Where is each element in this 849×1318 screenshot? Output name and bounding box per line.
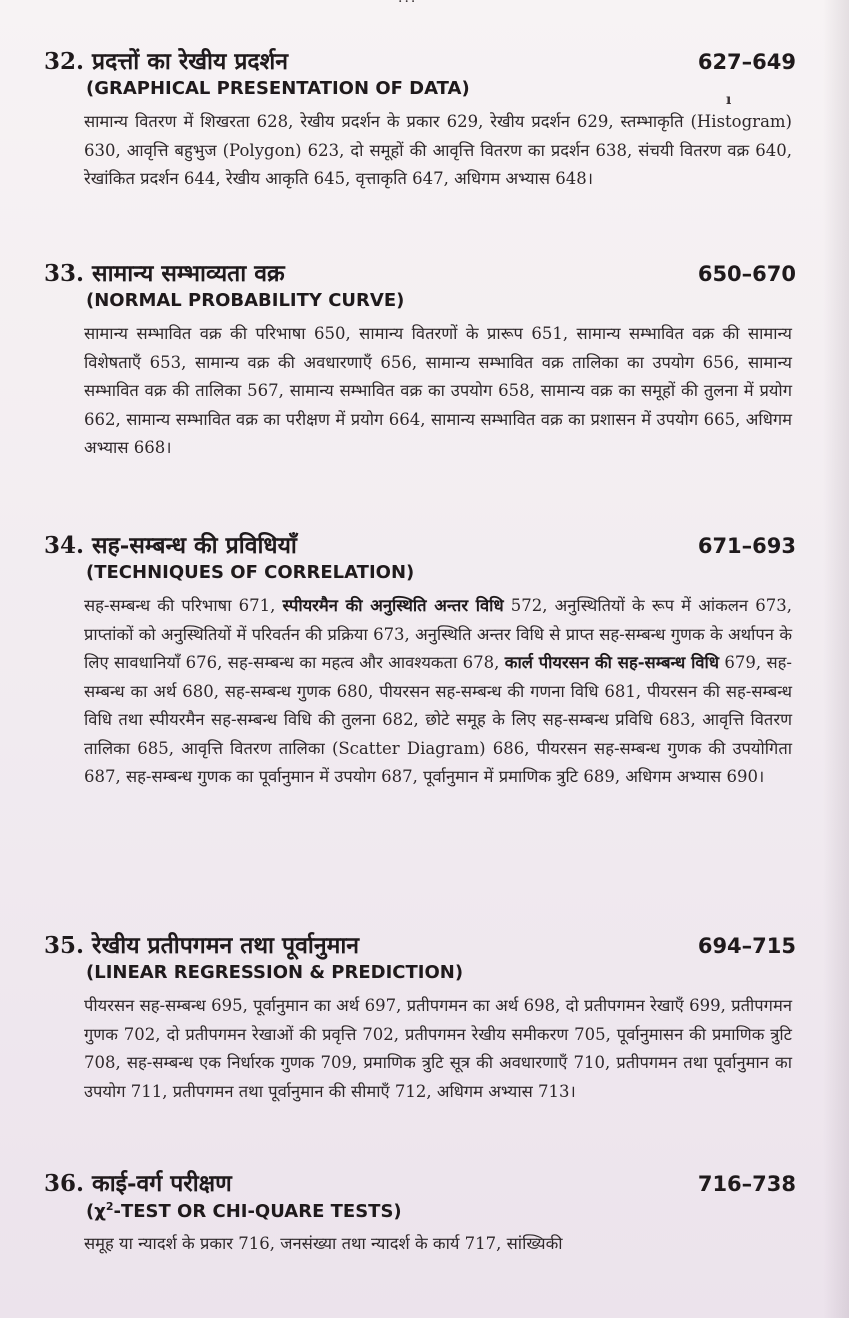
- section-heading: [44, 928, 359, 960]
- section-body: समूह या न्यादर्श के प्रकार 716, जनसंख्या तथा न्यादर्श के कार्य 717, सांख्यिकी: [84, 1234, 563, 1253]
- page-range: 716–738: [697, 1172, 796, 1196]
- page-range: 627–649: [697, 50, 796, 74]
- body-text: 572, अनुस्थितियों के रूप में आंकलन 673, प्राप्तांकों को अनुस्थितियों में परिवर्तन की प्रक्रिया 673, अनुस्थिति अन्तर विधि से प्राप्त सह-सम्बन्ध गुणक के अर्थापन के लिए सावधानियाँ 676, सह-सम्बन्ध का महत्व और आवश्यकता 678,: [84, 596, 792, 672]
- section-number: 34.: [44, 532, 85, 559]
- body-text: 679, सह-सम्बन्ध का अर्थ 680, सह-सम्बन्ध गुणक 680, पीयरसन सह-सम्बन्ध की गणना विधि 681, पीयरसन की सह-सम्बन्ध विधि तथा स्पीयरमैन सह-सम्बन्ध विधि की तुलना 682, छोटे समूह के लिए सह-सम्बन्ध प्रविधि 683, आवृत्ति वितरण तालिका 685, आवृत्ति वितरण तालिका (Scatter Diagram) 686, पीयरसन सह-सम्बन्ध गुणक की उपयोगिता 687, सह-सम्बन्ध गुणक का पूर्वानुमान में उपयोग 687, पूर्वानुमान में प्रमाणिक त्रुटि 689, अधिगम अभ्यास 690।: [84, 653, 792, 786]
- section-heading: [44, 44, 288, 76]
- page-range: 694–715: [697, 934, 796, 958]
- section-subtitle: (TECHNIQUES OF CORRELATION): [86, 562, 415, 583]
- toc-section-34: [44, 528, 796, 792]
- section-title: सामान्य सम्भाव्यता वक्र: [92, 260, 285, 287]
- section-number: 35.: [44, 932, 85, 959]
- section-heading: [44, 528, 297, 560]
- toc-section-36: [44, 1166, 796, 1259]
- section-title: सह-सम्बन्ध की प्रविधियाँ: [92, 532, 297, 559]
- toc-section-32: [44, 44, 796, 194]
- section-body: पीयरसन सह-सम्बन्ध 695, पूर्वानुमान का अर्थ 697, प्रतीपगमन का अर्थ 698, दो प्रतीपगमन रेखाएँ 699, प्रतीपगमन गुणक 702, दो प्रतीपगमन रेखाओं की प्रवृत्ति 702, प्रतीपगमन रेखीय समीकरण 705, पूर्वानुमासन की प्रमाणिक त्रुटि 708, सह-सम्बन्ध एक निर्धारक गुणक 709, प्रमाणिक त्रुटि सूत्र की अवधारणाएँ 710, प्रतीपगमन तथा पूर्वानुमान का उपयोग 711, प्रतीपगमन तथा पूर्वानुमान की सीमाएँ 712, अधिगम अभ्यास 713।: [84, 996, 792, 1101]
- section-heading: [44, 256, 285, 288]
- subtitle-text: -TEST OR CHI-QUARE TESTS): [113, 1201, 402, 1222]
- page-edge-shadow: [823, 0, 849, 1318]
- section-subtitle: (GRAPHICAL PRESENTATION OF DATA): [86, 78, 470, 99]
- toc-section-33: [44, 256, 796, 463]
- section-heading-row: [44, 44, 796, 78]
- section-subtitle: [86, 1200, 796, 1230]
- section-subtitle: (NORMAL PROBABILITY CURVE): [86, 290, 405, 311]
- section-title: काई-वर्ग परीक्षण: [92, 1170, 232, 1197]
- section-heading: [44, 1166, 232, 1198]
- section-heading-row: [44, 256, 796, 290]
- section-title: प्रदत्तों का रेखीय प्रदर्शन: [92, 48, 289, 75]
- body-bold-text: कार्ल पीयरसन की सह-सम्बन्ध विधि: [504, 653, 719, 672]
- section-heading-row: [44, 1166, 796, 1200]
- page-range: 671–693: [697, 534, 796, 558]
- subtitle-text: (χ: [86, 1201, 106, 1222]
- section-heading-row: [44, 528, 796, 562]
- section-heading-row: [44, 928, 796, 962]
- section-body: सामान्य वितरण में शिखरता 628, रेखीय प्रदर्शन के प्रकार 629, रेखीय प्रदर्शन 629, स्तम्भाकृति (Histogram) 630, आवृत्ति बहुभुज (Polygon) 623, दो समूहों की आवृत्ति वितरण का प्रदर्शन 638, संचयी वितरण वक्र 640, रेखांकित प्रदर्शन 644, रेखीय आकृति 645, वृत्ताकृति 647, अधिगम अभ्यास 648।: [84, 112, 792, 188]
- body-bold-text: स्पीयरमैन की अनुस्थिति अन्तर विधि: [282, 596, 504, 615]
- section-number: 36.: [44, 1170, 85, 1197]
- body-text: सह-सम्बन्ध की परिभाषा 671,: [84, 596, 283, 615]
- top-dots: ···: [398, 0, 418, 10]
- section-number: 33.: [44, 260, 85, 287]
- toc-section-35: [44, 928, 796, 1106]
- section-body: [84, 592, 792, 792]
- subtitle-superscript: 2: [105, 1200, 114, 1213]
- margin-mark: ı: [726, 92, 732, 108]
- section-subtitle: (LINEAR REGRESSION & PREDICTION): [86, 962, 464, 983]
- page-range: 650–670: [697, 262, 796, 286]
- section-title: रेखीय प्रतीपगमन तथा पूर्वानुमान: [92, 932, 360, 959]
- section-number: 32.: [44, 48, 85, 75]
- section-body: सामान्य सम्भावित वक्र की परिभाषा 650, सामान्य वितरणों के प्रारूप 651, सामान्य सम्भावित वक्र की सामान्य विशेषताएँ 653, सामान्य वक्र की अवधारणाएँ 656, सामान्य सम्भावित वक्र तालिका का उपयोग 656, सामान्य सम्भावित वक्र की तालिका 567, सामान्य सम्भावित वक्र का उपयोग 658, सामान्य वक्र का समूहों की तुलना में प्रयोग 662, सामान्य सम्भावित वक्र का परीक्षण में प्रयोग 664, सामान्य सम्भावित वक्र का प्रशासन में उपयोग 665, अधिगम अभ्यास 668।: [84, 324, 792, 457]
